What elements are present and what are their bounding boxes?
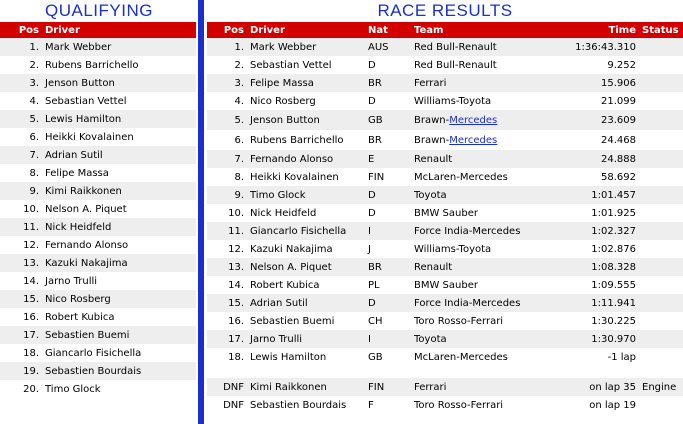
driver-cell: Sebastien Buemi (247, 312, 365, 330)
status-cell (639, 38, 683, 56)
table-row (207, 222, 683, 240)
status-cell (639, 222, 683, 240)
table-row (0, 92, 196, 110)
driver-cell: Jenson Button (247, 110, 365, 130)
team-cell (411, 110, 533, 130)
pos-cell: 19. (0, 362, 42, 380)
status-cell (639, 258, 683, 276)
race-results-heading: RACE RESULTS (377, 1, 513, 20)
table-row (0, 218, 196, 236)
table-row (207, 348, 683, 366)
pos-cell: 13. (0, 254, 42, 272)
driver-cell: Robert Kubica (247, 276, 365, 294)
col-header-driver: Driver (247, 22, 365, 38)
time-cell: 21.099 (533, 92, 639, 110)
team-label: Toro Rosso-Ferrari (414, 315, 504, 327)
table-row (0, 272, 196, 290)
driver-cell: Nelson A. Piquet (42, 200, 196, 218)
team-label: Renault (414, 261, 453, 273)
pos-cell: 17. (0, 326, 42, 344)
nat-cell: D (365, 186, 411, 204)
table-row (0, 56, 196, 74)
status-cell: Engine (639, 378, 683, 396)
pos-cell: 3. (207, 74, 247, 92)
pos-cell: 18. (207, 348, 247, 366)
status-cell (639, 168, 683, 186)
driver-cell: Lewis Hamilton (42, 110, 196, 128)
table-row (0, 236, 196, 254)
pos-cell: 11. (0, 218, 42, 236)
time-cell: 15.906 (533, 74, 639, 92)
pos-cell: 6. (207, 130, 247, 150)
time-cell: 9.252 (533, 56, 639, 74)
team-label: Williams-Toyota (414, 95, 492, 107)
pos-cell: 6. (0, 128, 42, 146)
pos-cell: 7. (0, 146, 42, 164)
table-row (207, 38, 683, 56)
pos-cell: 1. (207, 38, 247, 56)
pos-cell: 3. (0, 74, 42, 92)
team-label: Toyota (414, 333, 447, 345)
pos-cell: DNF (207, 396, 247, 414)
qualifying-heading: QUALIFYING (45, 1, 153, 20)
team-label: Force India-Mercedes (414, 297, 521, 309)
time-cell: 24.468 (533, 130, 639, 150)
team-label: McLaren-Mercedes (414, 171, 508, 183)
team-cell (411, 222, 533, 240)
pos-cell: 15. (0, 290, 42, 308)
table-row (207, 150, 683, 168)
team-label: Ferrari (414, 381, 447, 393)
col-header-nat: Nat (365, 22, 411, 38)
driver-cell: Rubens Barrichello (247, 130, 365, 150)
status-cell (639, 330, 683, 348)
driver-cell: Nick Heidfeld (247, 204, 365, 222)
team-cell (411, 240, 533, 258)
table-row (207, 240, 683, 258)
team-cell (411, 150, 533, 168)
time-cell: 1:30.225 (533, 312, 639, 330)
time-cell: 1:11.941 (533, 294, 639, 312)
driver-cell: Nico Rosberg (247, 92, 365, 110)
team-label: Red Bull-Renault (414, 59, 497, 71)
pos-cell: 12. (0, 236, 42, 254)
driver-cell: Kimi Raikkonen (247, 378, 365, 396)
time-cell: -1 lap (533, 348, 639, 366)
driver-cell: Jenson Button (42, 74, 196, 92)
nat-cell: F (365, 396, 411, 414)
driver-cell: Lewis Hamilton (247, 348, 365, 366)
table-row (207, 312, 683, 330)
driver-cell: Mark Webber (247, 38, 365, 56)
team-cell (411, 396, 533, 414)
time-cell: 1:01.457 (533, 186, 639, 204)
pos-cell: 5. (0, 110, 42, 128)
table-row (0, 38, 196, 56)
table-row (0, 308, 196, 326)
col-header-pos: Pos (207, 22, 247, 38)
driver-cell: Heikki Kovalainen (247, 168, 365, 186)
driver-cell: Sebastien Buemi (42, 326, 196, 344)
table-row (0, 344, 196, 362)
nat-cell: GB (365, 110, 411, 130)
team-label: McLaren-Mercedes (414, 351, 508, 363)
team-label: Red Bull-Renault (414, 41, 497, 53)
nat-cell: D (365, 56, 411, 74)
nat-cell: J (365, 240, 411, 258)
driver-cell: Kimi Raikkonen (42, 182, 196, 200)
driver-cell: Nico Rosberg (42, 290, 196, 308)
pos-cell: 10. (0, 200, 42, 218)
time-cell: 58.692 (533, 168, 639, 186)
driver-cell: Sebastien Bourdais (42, 362, 196, 380)
team-cell (411, 168, 533, 186)
time-cell: 1:36:43.310 (533, 38, 639, 56)
driver-cell: Fernando Alonso (42, 236, 196, 254)
team-label: BMW Sauber (414, 207, 478, 219)
table-row (0, 326, 196, 344)
pos-cell: 4. (0, 92, 42, 110)
status-cell (639, 150, 683, 168)
table-row (207, 204, 683, 222)
team-cell (411, 204, 533, 222)
table-row (0, 164, 196, 182)
nat-cell: BR (365, 130, 411, 150)
team-cell (411, 130, 533, 150)
team-label: Toyota (414, 189, 447, 201)
nat-cell: D (365, 294, 411, 312)
nat-cell: E (365, 150, 411, 168)
col-header-pos: Pos (0, 22, 42, 38)
team-label: Force India-Mercedes (414, 225, 521, 237)
team-link[interactable]: Mercedes (449, 134, 498, 146)
pos-cell: 4. (207, 92, 247, 110)
race-results-panel (207, 0, 683, 414)
pos-cell: 14. (207, 276, 247, 294)
driver-cell: Giancarlo Fisichella (42, 344, 196, 362)
team-cell (411, 348, 533, 366)
nat-cell: D (365, 92, 411, 110)
pos-cell: 14. (0, 272, 42, 290)
nat-cell: FIN (365, 168, 411, 186)
pos-cell: 11. (207, 222, 247, 240)
time-cell: 23.609 (533, 110, 639, 130)
status-cell (639, 186, 683, 204)
team-label: BMW Sauber (414, 279, 478, 291)
qualifying-panel (0, 0, 198, 398)
time-cell: 1:09.555 (533, 276, 639, 294)
status-cell (639, 130, 683, 150)
nat-cell: FIN (365, 378, 411, 396)
driver-cell: Adrian Sutil (247, 294, 365, 312)
spacer-cell (207, 366, 683, 378)
team-label: Toro Rosso-Ferrari (414, 399, 504, 411)
table-row (207, 378, 683, 396)
status-cell (639, 56, 683, 74)
driver-cell: Giancarlo Fisichella (247, 222, 365, 240)
status-cell (639, 396, 683, 414)
team-cell (411, 56, 533, 74)
table-row (0, 182, 196, 200)
driver-cell: Fernando Alonso (247, 150, 365, 168)
team-label: Williams-Toyota (414, 243, 492, 255)
table-row (207, 258, 683, 276)
pos-cell: 17. (207, 330, 247, 348)
table-row (0, 290, 196, 308)
pos-cell: 1. (0, 38, 42, 56)
driver-cell: Sebastian Vettel (42, 92, 196, 110)
spacer-row (207, 366, 683, 378)
nat-cell: BR (365, 258, 411, 276)
pos-cell: 2. (0, 56, 42, 74)
team-label: Brawn- (414, 134, 450, 146)
driver-cell: Kazuki Nakajima (42, 254, 196, 272)
status-cell (639, 240, 683, 258)
table-row (207, 396, 683, 414)
col-header-status: Status (639, 22, 683, 38)
time-cell: on lap 19 (533, 396, 639, 414)
pos-cell: 15. (207, 294, 247, 312)
driver-cell: Timo Glock (247, 186, 365, 204)
pos-cell: 12. (207, 240, 247, 258)
team-cell (411, 74, 533, 92)
nat-cell: AUS (365, 38, 411, 56)
table-row (207, 92, 683, 110)
status-cell (639, 74, 683, 92)
pos-cell: 7. (207, 150, 247, 168)
nat-cell: CH (365, 312, 411, 330)
time-cell: 1:08.328 (533, 258, 639, 276)
team-cell (411, 378, 533, 396)
driver-cell: Adrian Sutil (42, 146, 196, 164)
pos-cell: 8. (207, 168, 247, 186)
time-cell: 1:02.327 (533, 222, 639, 240)
driver-cell: Mark Webber (42, 38, 196, 56)
team-label: Ferrari (414, 77, 447, 89)
time-cell: on lap 35 (533, 378, 639, 396)
pos-cell: 8. (0, 164, 42, 182)
driver-cell: Felipe Massa (42, 164, 196, 182)
table-row (207, 186, 683, 204)
table-row (0, 254, 196, 272)
table-row (207, 130, 683, 150)
driver-cell: Heikki Kovalainen (42, 128, 196, 146)
table-row (0, 74, 196, 92)
pos-cell: 9. (0, 182, 42, 200)
nat-cell: I (365, 330, 411, 348)
nat-cell: I (365, 222, 411, 240)
table-row (207, 330, 683, 348)
pos-cell: 16. (0, 308, 42, 326)
team-label: Renault (414, 153, 453, 165)
pos-cell: 9. (207, 186, 247, 204)
table-row (0, 362, 196, 380)
table-row (0, 200, 196, 218)
qualifying-table (0, 22, 196, 398)
driver-cell: Nelson A. Piquet (247, 258, 365, 276)
table-row (0, 146, 196, 164)
driver-cell: Rubens Barrichello (42, 56, 196, 74)
team-cell (411, 294, 533, 312)
status-cell (639, 92, 683, 110)
pos-cell: DNF (207, 378, 247, 396)
time-cell: 1:01.925 (533, 204, 639, 222)
race-header-row (207, 22, 683, 38)
table-row (207, 168, 683, 186)
status-cell (639, 312, 683, 330)
pos-cell: 2. (207, 56, 247, 74)
driver-cell: Sebastian Vettel (247, 56, 365, 74)
pos-cell: 18. (0, 344, 42, 362)
nat-cell: D (365, 204, 411, 222)
col-header-driver: Driver (42, 22, 196, 38)
time-cell: 24.888 (533, 150, 639, 168)
nat-cell: BR (365, 74, 411, 92)
team-cell (411, 38, 533, 56)
driver-cell: Kazuki Nakajima (247, 240, 365, 258)
status-cell (639, 348, 683, 366)
team-cell (411, 92, 533, 110)
time-cell: 1:02.876 (533, 240, 639, 258)
team-cell (411, 330, 533, 348)
table-row (207, 74, 683, 92)
driver-cell: Sebastien Bourdais (247, 396, 365, 414)
time-cell: 1:30.970 (533, 330, 639, 348)
team-cell (411, 258, 533, 276)
pos-cell: 13. (207, 258, 247, 276)
table-row (0, 110, 196, 128)
status-cell (639, 294, 683, 312)
driver-cell: Felipe Massa (247, 74, 365, 92)
status-cell (639, 276, 683, 294)
team-link[interactable]: Mercedes (449, 114, 498, 126)
nat-cell: GB (365, 348, 411, 366)
table-row (0, 380, 196, 398)
team-cell (411, 186, 533, 204)
driver-cell: Robert Kubica (42, 308, 196, 326)
race-results-table (207, 22, 683, 414)
team-cell (411, 276, 533, 294)
status-cell (639, 204, 683, 222)
col-header-team: Team (411, 22, 533, 38)
driver-cell: Timo Glock (42, 380, 196, 398)
team-label: Brawn- (414, 114, 450, 126)
team-cell (411, 312, 533, 330)
pos-cell: 10. (207, 204, 247, 222)
table-row (207, 56, 683, 74)
nat-cell: PL (365, 276, 411, 294)
driver-cell: Nick Heidfeld (42, 218, 196, 236)
table-row (0, 128, 196, 146)
table-row (207, 294, 683, 312)
pos-cell: 5. (207, 110, 247, 130)
pos-cell: 16. (207, 312, 247, 330)
table-row (207, 276, 683, 294)
driver-cell: Jarno Trulli (42, 272, 196, 290)
qualifying-header-row (0, 22, 196, 38)
pos-cell: 20. (0, 380, 42, 398)
status-cell (639, 110, 683, 130)
column-divider (198, 0, 204, 424)
col-header-time: Time (533, 22, 639, 38)
driver-cell: Jarno Trulli (247, 330, 365, 348)
table-row (207, 110, 683, 130)
